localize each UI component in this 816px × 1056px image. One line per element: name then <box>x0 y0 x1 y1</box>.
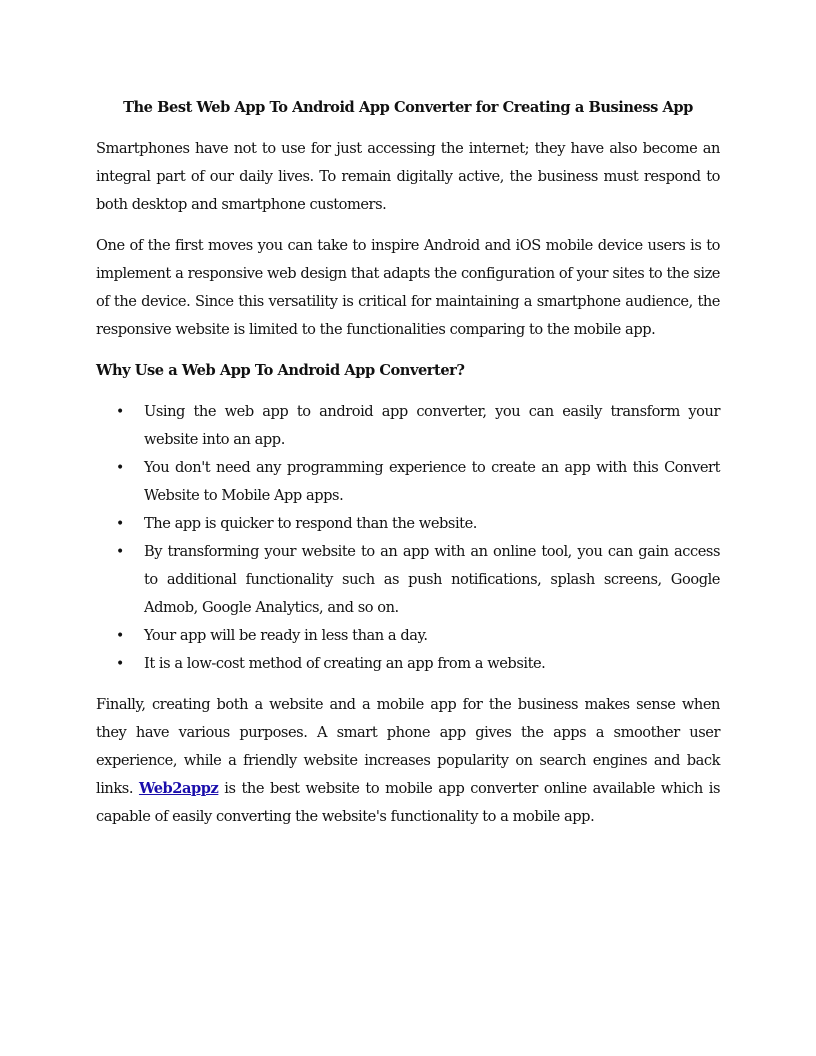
list-item-text: Using the web app to android app converter, you can easily transform your website into an app. <box>144 403 720 448</box>
list-item <box>96 650 720 678</box>
list-item <box>96 622 720 650</box>
benefits-list <box>96 398 720 678</box>
list-item-text: Your app will be ready in less than a day. <box>144 627 428 644</box>
list-item <box>96 538 720 622</box>
bullet-icon: • <box>116 628 124 644</box>
intro-paragraph: Smartphones have not to use for just accessing the internet; they have also become an integral part of our daily lives. To remain digitally active, the business must respond to both desktop and smartphone customers. <box>96 140 720 213</box>
list-item <box>96 510 720 538</box>
conclusion-paragraph <box>96 691 720 831</box>
document-page <box>96 94 720 844</box>
document-title: The Best Web App To Android App Converter for Creating a Business App <box>123 99 693 116</box>
list-item-text: You don't need any programming experience to create an app with this Convert Website to Mobile App apps. <box>144 459 720 504</box>
section-heading: Why Use a Web App To Android App Converter? <box>96 362 465 379</box>
responsive-design-paragraph: One of the first moves you can take to inspire Android and iOS mobile device users is to implement a responsive web design that adapts the configuration of your sites to the size of the device. Since this versatility is critical for maintaining a smartphone audience, the responsive website is limited to the functionalities comparing to the mobile app. <box>96 237 720 338</box>
bullet-icon: • <box>116 460 124 476</box>
bullet-icon: • <box>116 404 124 420</box>
bullet-icon: • <box>116 544 124 560</box>
list-item <box>96 454 720 510</box>
conclusion-text-end: is the best website to mobile app converter online available which is capable of easily converting the website's functionality to a mobile app. <box>96 780 720 825</box>
list-item <box>96 398 720 454</box>
list-item-text: It is a low-cost method of creating an app from a website. <box>144 655 546 672</box>
web2appz-link[interactable]: Web2appz <box>138 780 219 797</box>
bullet-icon: • <box>116 516 124 532</box>
list-item-text: The app is quicker to respond than the website. <box>144 515 477 532</box>
bullet-icon: • <box>116 656 124 672</box>
list-item-text: By transforming your website to an app with an online tool, you can gain access to additional functionality such as push notifications, splash screens, Google Admob, Google Analytics, and so on. <box>144 543 720 616</box>
conclusion-text-start: Finally, creating both a website and a mobile app for the business makes sense when they have various purposes. A smart phone app gives the apps a smoother user experience, while a friendly website increases popularity on search engines and back links. <box>96 696 720 797</box>
